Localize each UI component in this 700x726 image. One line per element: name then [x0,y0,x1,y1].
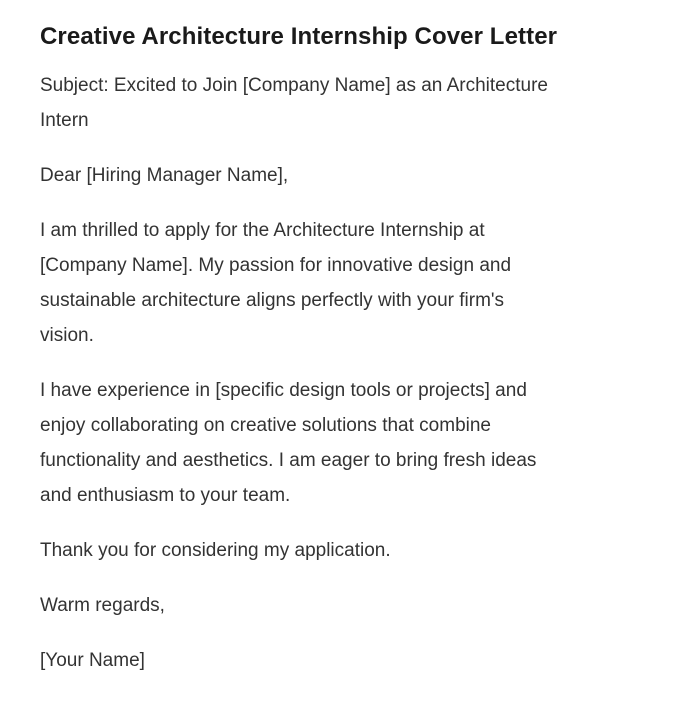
text-line: Intern [40,110,89,131]
text-line: Thank you for considering my application. [40,540,391,561]
text-line: Subject: Excited to Join [Company Name] as an Architecture [40,75,548,96]
text-line: Dear [Hiring Manager Name], [40,165,289,186]
text-line: I am thrilled to apply for the Architecture Internship at [40,220,485,241]
text-line: and enthusiasm to your team. [40,485,291,506]
page-title: Creative Architecture Internship Cover Letter [40,23,558,50]
paragraph-salutation [40,158,662,193]
paragraph-sign-off [40,588,662,623]
text-line: [Company Name]. My passion for innovative design and [40,255,512,276]
paragraph-closing-thanks [40,533,662,568]
text-line: [Your Name] [40,650,145,671]
paragraph-experience [40,373,662,513]
text-line: Warm regards, [40,595,165,616]
paragraph-subject [40,68,662,138]
text-line: I have experience in [specific design tools or projects] and [40,380,527,401]
text-line: sustainable architecture aligns perfectly with your firm's [40,290,505,311]
text-line: vision. [40,325,94,346]
text-line: functionality and aesthetics. I am eager to bring fresh ideas [40,450,537,471]
text-line: enjoy collaborating on creative solutions that combine [40,415,491,436]
paragraph-signature [40,643,662,678]
paragraph-intro [40,213,662,353]
